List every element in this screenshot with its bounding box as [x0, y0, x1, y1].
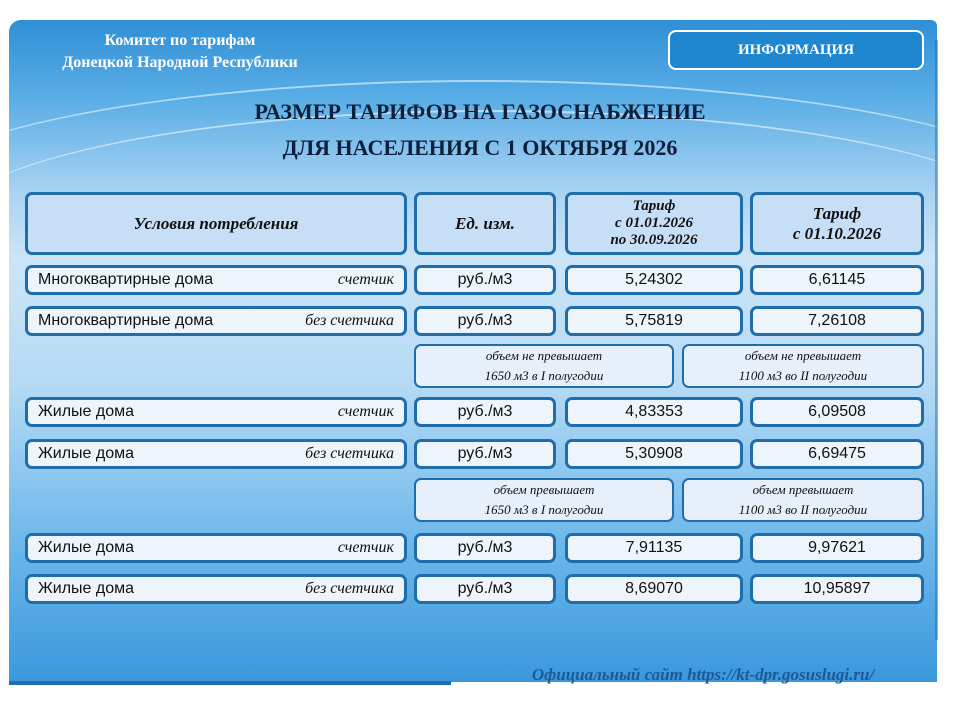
table-row-conditions: [25, 265, 407, 295]
volume-note-left: [414, 478, 674, 522]
table-row-conditions: [25, 397, 407, 427]
tariff-2-line-1: Тариф: [812, 203, 862, 223]
tariff-2-cell: 6,69475: [750, 439, 924, 469]
note-line-1: объем не превышает: [485, 348, 603, 363]
table-row-conditions: [25, 439, 407, 469]
tariff-1-line-1: Тариф: [632, 198, 676, 214]
header-tariff-2: [750, 192, 924, 255]
org-line-2: Донецкой Народной Республики: [62, 54, 298, 71]
tariff-1-cell: 7,91135: [565, 533, 743, 563]
official-site-link[interactable]: Официальный сайт https://kt-dpr.gosuslugi.ru/: [531, 665, 875, 684]
note-line-2: 1100 м3 во II полугодии: [738, 502, 868, 517]
tariff-2-cell: 7,26108: [750, 306, 924, 336]
header-conditions: Условия потребления: [25, 192, 407, 255]
tariff-2-cell: 6,09508: [750, 397, 924, 427]
header-tariff-1: [565, 192, 743, 255]
table-row-conditions: [25, 306, 407, 336]
meter-type-label: без счетчика: [305, 580, 394, 597]
unit-cell: руб./м3: [414, 265, 556, 295]
page-title: [130, 94, 830, 166]
building-label: Многоквартирные дома: [38, 271, 214, 288]
tariff-1-cell: 5,24302: [565, 265, 743, 295]
tariff-2-cell: 10,95897: [750, 574, 924, 604]
meter-type-label: без счетчика: [305, 312, 394, 329]
building-label: Жилые дома: [38, 445, 135, 462]
note-line-2: 1650 м3 в I полугодии: [484, 502, 604, 517]
building-label: Многоквартирные дома: [38, 312, 214, 329]
information-button[interactable]: ИНФОРМАЦИЯ: [668, 30, 924, 70]
volume-note-right: [682, 478, 924, 522]
tariff-1-line-3: по 30.09.2026: [610, 232, 698, 248]
tariff-2-cell: 6,61145: [750, 265, 924, 295]
note-line-1: объем превышает: [493, 482, 595, 497]
unit-cell: руб./м3: [414, 439, 556, 469]
bottom-rule: [9, 681, 451, 685]
header-unit: Ед. изм.: [414, 192, 556, 255]
unit-cell: руб./м3: [414, 533, 556, 563]
note-line-2: 1100 м3 во II полугодии: [738, 368, 868, 383]
note-line-1: объем превышает: [752, 482, 854, 497]
unit-cell: руб./м3: [414, 574, 556, 604]
building-label: Жилые дома: [38, 580, 135, 597]
right-rule: [935, 40, 938, 640]
table-row-conditions: [25, 574, 407, 604]
meter-type-label: счетчик: [337, 403, 394, 420]
unit-cell: руб./м3: [414, 306, 556, 336]
note-line-2: 1650 м3 в I полугодии: [484, 368, 604, 383]
tariff-2-line-2: с 01.10.2026: [792, 223, 882, 243]
tariff-2-cell: 9,97621: [750, 533, 924, 563]
org-line-1: Комитет по тарифам: [104, 32, 256, 49]
meter-type-label: счетчик: [337, 271, 394, 288]
tariff-1-cell: 8,69070: [565, 574, 743, 604]
building-label: Жилые дома: [38, 539, 135, 556]
tariff-1-cell: 5,75819: [565, 306, 743, 336]
volume-note-right: [682, 344, 924, 388]
title-line-1: РАЗМЕР ТАРИФОВ НА ГАЗОСНАБЖЕНИЕ: [254, 99, 706, 124]
unit-cell: руб./м3: [414, 397, 556, 427]
volume-note-left: [414, 344, 674, 388]
table-row-conditions: [25, 533, 407, 563]
tariff-1-line-2: с 01.01.2026: [615, 215, 693, 231]
meter-type-label: без счетчика: [305, 445, 394, 462]
note-line-1: объем не превышает: [744, 348, 862, 363]
meter-type-label: счетчик: [337, 539, 394, 556]
tariff-1-cell: 5,30908: [565, 439, 743, 469]
building-label: Жилые дома: [38, 403, 135, 420]
organization-name: [30, 30, 330, 74]
title-line-2: ДЛЯ НАСЕЛЕНИЯ С 1 ОКТЯБРЯ 2026: [282, 135, 678, 160]
tariff-1-cell: 4,83353: [565, 397, 743, 427]
